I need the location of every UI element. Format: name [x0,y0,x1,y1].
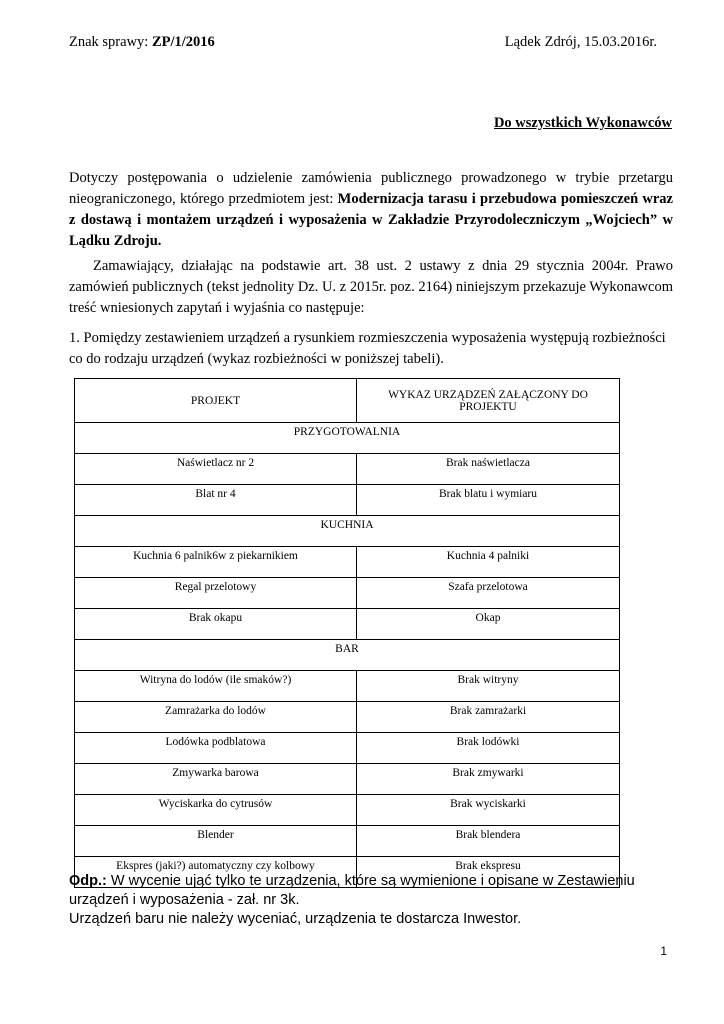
equipment-list-cell: Okap [357,609,620,640]
table-row [75,454,620,485]
answer-text-1: W wycenie ująć tylko te urządzenia, które są wymienione i opisane w Zestawieniu urządzeń i wyposażenia - zał. nr 3k. [69,873,635,908]
table-row [75,485,620,516]
project-cell: Zmywarka barowa [75,764,357,795]
answer-line-2: Urządzeń baru nie należy wyceniać, urządzenia te dostarcza Inwestor. [69,911,522,927]
table-row [75,795,620,826]
header-cell-project: PROJEKT [75,379,357,423]
paragraph-subject [69,168,673,252]
project-cell: Wyciskarka do cytrusów [75,795,357,826]
header-cell-equipment-list: WYKAZ URZĄDZEŃ ZAŁĄCZONY DO PROJEKTU [357,379,620,423]
project-cell: Lodówka podblatowa [75,733,357,764]
equipment-list-cell: Brak blatu i wymiaru [357,485,620,516]
project-cell: Zamrażarka do lodów [75,702,357,733]
case-reference-value: ZP/1/2016 [151,34,215,50]
project-cell: Brak okapu [75,609,357,640]
project-cell: Naświetlacz nr 2 [75,454,357,485]
equipment-list-cell: Brak wyciskarki [357,795,620,826]
equipment-list-cell: Kuchnia 4 palniki [357,547,620,578]
table-row [75,547,620,578]
equipment-list-cell: Brak lodówki [357,733,620,764]
place-date: Lądek Zdrój, 15.03.2016r. [504,34,657,50]
case-reference [69,34,215,51]
project-cell: Ekspres (jaki?) automatyczny czy kolbowy [75,857,357,888]
discrepancy-table [74,378,620,888]
table-section-row [75,516,620,547]
section-title: BAR [75,640,620,671]
legal-basis-text: Zamawiający, działając na podstawie art. 38 ust. 2 ustawy z dnia 29 stycznia 2004r. Prawo zamówień publicznych (tekst jednolity Dz. U. z 2015r. poz. 2164) niniejszym przekazuje Wykonawcom treść wniesionych zapytań i wyjaśnia co następuje: [69,258,673,316]
table-row [75,826,620,857]
equipment-list-cell: Brak zmywarki [357,764,620,795]
paragraph-legal-basis [69,256,673,319]
equipment-list-cell: Szafa przelotowa [357,578,620,609]
table-section-row [75,423,620,454]
table-row [75,764,620,795]
table-row [75,609,620,640]
table-section-row [75,640,620,671]
equipment-list-cell: Brak witryny [357,671,620,702]
equipment-list-cell: Brak naświetlacza [357,454,620,485]
addressee: Do wszystkich Wykonawców [493,115,672,131]
paragraph-item-1: 1. Pomiędzy zestawieniem urządzeń a rysunkiem rozmieszczenia wyposażenia występują rozbieżności co do rodzaju urządzeń (wykaz rozbieżności w poniższej tabeli). [69,330,666,367]
section-title: PRZYGOTOWALNIA [75,423,620,454]
table-row [75,671,620,702]
subject-intro: Dotyczy postępowania o udzielenie zamówienia publicznego prowadzonego w trybie przetargu nieograniczonego, którego przedmiotem jest: [69,170,673,207]
equipment-list-cell: Brak ekspresu [357,857,620,888]
table-row [75,733,620,764]
table-row [75,578,620,609]
page-number: 1 [660,944,667,958]
table-header-row [75,379,620,423]
equipment-list-cell: Brak blendera [357,826,620,857]
equipment-list-cell: Brak zamrażarki [357,702,620,733]
answer-label: Odp.: [69,873,107,889]
case-reference-label: Znak sprawy: [69,34,152,50]
answer-block [69,872,689,929]
answer-line-1 [69,872,689,910]
table-row [75,702,620,733]
subject-title: Modernizacja tarasu i przebudowa pomieszczeń wraz z dostawą i montażem urządzeń i wyposażenia w Zakładzie Przyrodoleczniczym „Wojciech” w Lądku Zdroju. [69,191,673,249]
section-title: KUCHNIA [75,516,620,547]
project-cell: Witryna do lodów (ile smaków?) [75,671,357,702]
project-cell: Regal przelotowy [75,578,357,609]
project-cell: Blender [75,826,357,857]
project-cell: Blat nr 4 [75,485,357,516]
project-cell: Kuchnia 6 palnik6w z piekarnikiem [75,547,357,578]
